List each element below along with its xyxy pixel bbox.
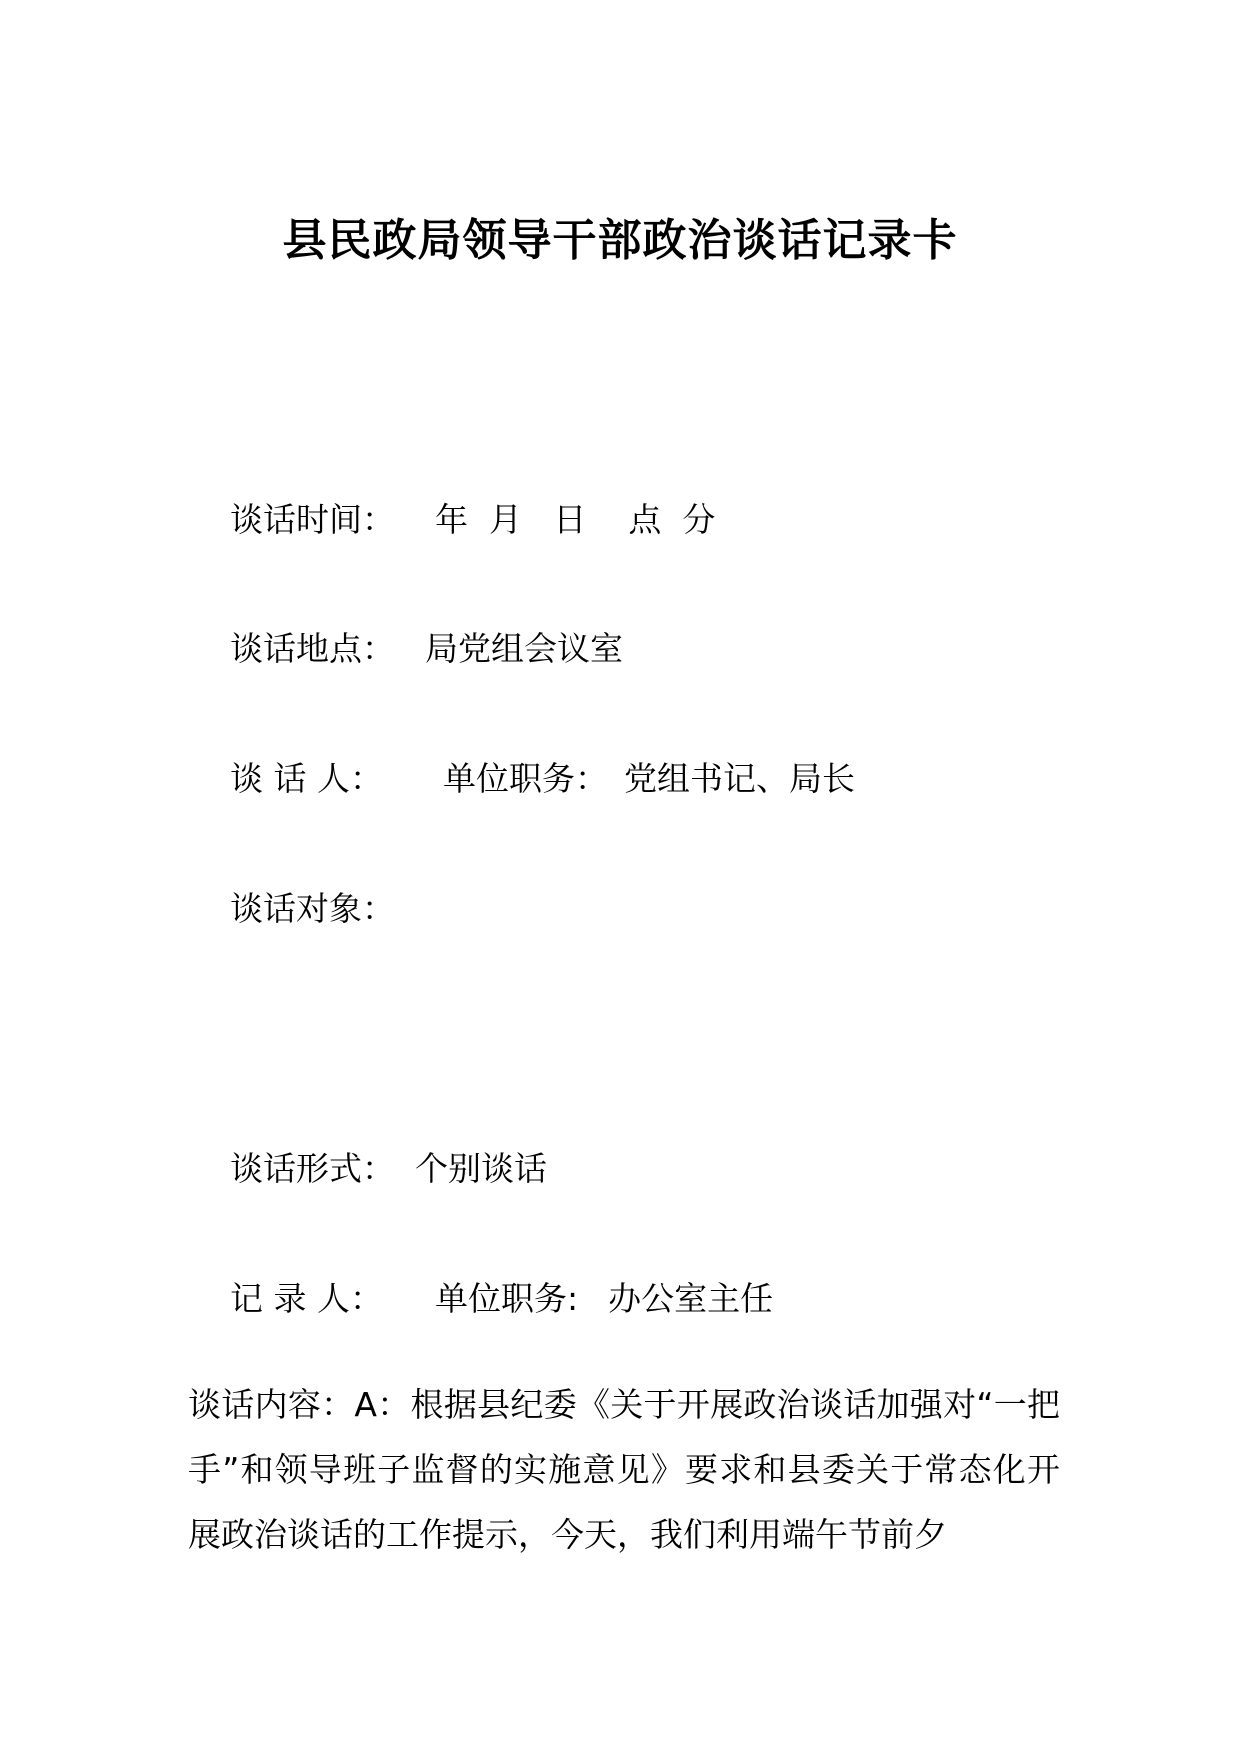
speaker-label: 谈 话 人： (229, 759, 383, 798)
document-title: 县民政局领导干部政治谈话记录卡 (282, 215, 958, 266)
recorder-position-value: 办公室主任 (608, 1279, 774, 1318)
talk-form-label: 谈话形式： (229, 1149, 395, 1188)
talk-time-label: 谈话时间： (229, 500, 395, 539)
talk-target-row (188, 849, 395, 969)
talk-content-text: A：根据县纪委《关于开展政治谈话加强对“一把手”和领导班子监督的实施意见》要求和县委关于常态化开展政治谈话的工作提示，今天，我们利用端午节前夕 (188, 1385, 1061, 1554)
talk-place-value: 局党组会议室 (424, 629, 623, 668)
talk-time-value: 年 月 日 点 分 (434, 500, 716, 539)
speaker-position-label: 单位职务： (442, 759, 608, 798)
speaker-row (188, 719, 855, 839)
talk-content-paragraph (188, 1372, 1060, 1567)
talk-content-label: 谈话内容： (188, 1385, 355, 1424)
talk-place-row (188, 589, 623, 709)
talk-place-label: 谈话地点： (229, 629, 395, 668)
talk-form-value: 个别谈话 (414, 1149, 547, 1188)
talk-form-row (188, 1109, 547, 1229)
talk-target-label: 谈话对象： (229, 889, 395, 928)
talk-time-row (188, 460, 715, 580)
recorder-row (188, 1239, 773, 1359)
speaker-position-value: 党组书记、局长 (623, 759, 855, 798)
recorder-label: 记 录 人： (229, 1279, 383, 1318)
recorder-position-label: 单位职务: (434, 1279, 579, 1318)
